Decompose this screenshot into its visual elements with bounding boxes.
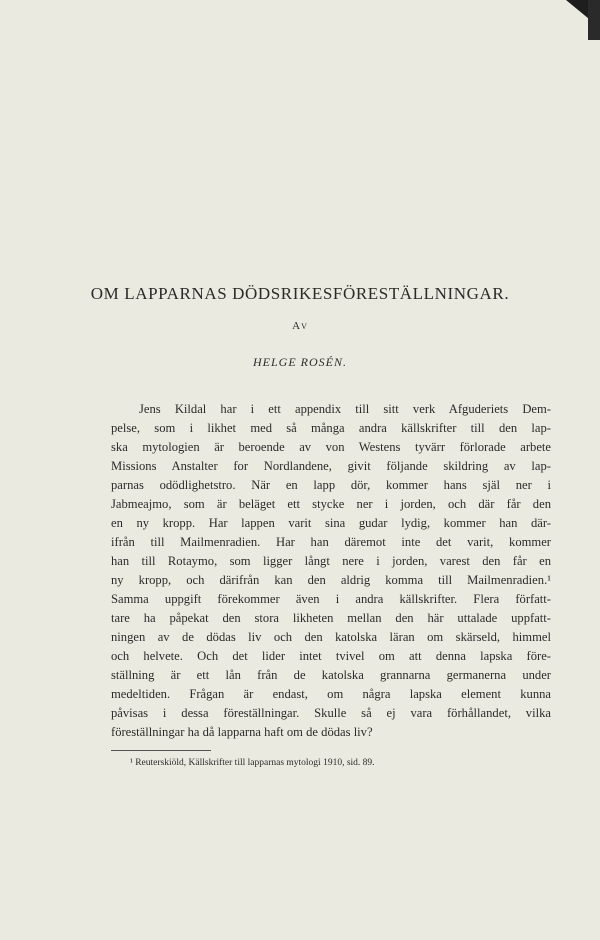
body-line: medeltiden. Frågan är endast, om några lapska element kunna xyxy=(111,687,551,701)
body-line: Samma uppgift förekommer även i andra källskrifter. Flera författ- xyxy=(111,592,551,606)
body-line: påvisas i dessa föreställningar. Skulle så ej vara förhållandet, vilka xyxy=(111,706,551,720)
body-line: Jabmeajmo, som är beläget ett stycke ner i jorden, och där får den xyxy=(111,497,551,511)
page-edge-shadow xyxy=(588,0,600,40)
body-line: ny kropp, och därifrån kan den aldrig komma till Mailmenradien.¹ xyxy=(111,573,551,587)
article-body xyxy=(111,400,551,742)
body-line: föreställningar ha då lapparna haft om de dödas liv? xyxy=(111,725,373,739)
body-line: parnas odödlighetstro. När en lapp dör, kommer hans själ ner i xyxy=(111,478,551,492)
body-line: ifrån till Mailmenradien. Har han däremot inte det varit, kommer xyxy=(111,535,551,549)
body-line: ska mytologien är beroende av von Westens tyvärr förlorade arbete xyxy=(111,440,551,454)
body-line: ställning är ett lån från de katolska grannarna germanerna under xyxy=(111,668,551,682)
body-line: pelse, som i likhet med så många andra källskrifter till den lap- xyxy=(111,421,551,435)
body-line: Missions Anstalter for Nordlandene, givit följande skildring av lap- xyxy=(111,459,551,473)
footnote: ¹ Reuterskiöld, Källskrifter till lapparnas mytologi 1910, sid. 89. xyxy=(130,758,375,768)
article-author: HELGE ROSÉN. xyxy=(253,355,347,369)
body-line: en ny kropp. Har lappen varit sina gudar lydig, kommer han där- xyxy=(111,516,551,530)
footnote-divider xyxy=(111,750,211,751)
body-line: och helvete. Och det lider intet tvivel om att denna lapska före- xyxy=(111,649,551,663)
body-line: han till Rotaymo, som ligger långt nere i jorden, varest den får en xyxy=(111,554,551,568)
body-line: Jens Kildal har i ett appendix till sitt verk Afguderiets Dem- xyxy=(139,402,551,416)
byline-label: Av xyxy=(292,320,308,332)
article-title: OM LAPPARNAS DÖDSRIKESFÖRESTÄLLNINGAR. xyxy=(90,284,510,303)
body-line: ningen av de dödas liv och den katolska läran om skärseld, himmel xyxy=(111,630,551,644)
body-line: tare ha påpekat den stora likheten mellan den här uttalade uppfatt- xyxy=(111,611,551,625)
